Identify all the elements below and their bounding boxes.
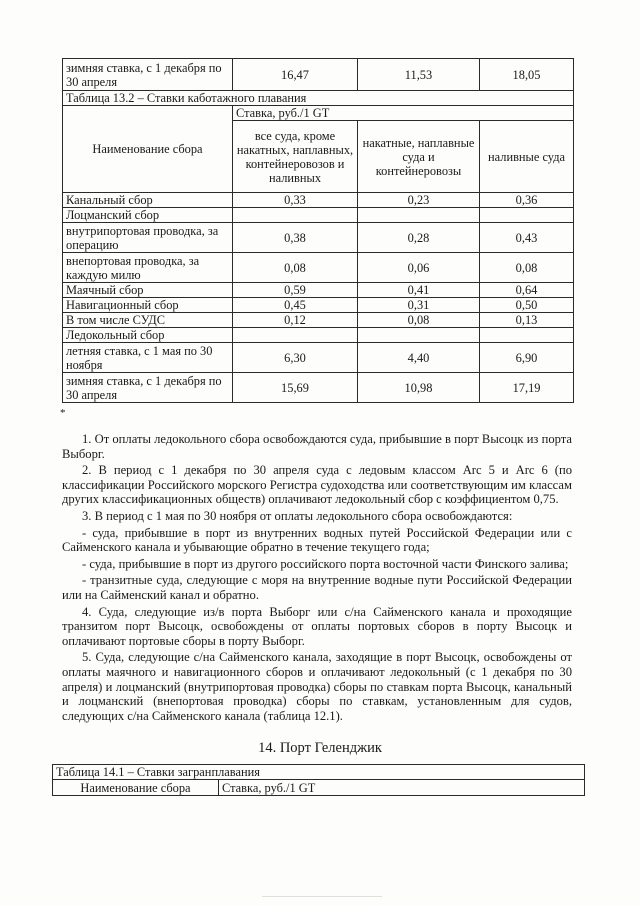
rate-cell: 17,19 (480, 373, 574, 403)
table-row (63, 343, 574, 373)
rate-cell: 0,06 (358, 253, 480, 283)
rate-cell (480, 208, 574, 223)
column-header-tankers: наливные суда (480, 121, 574, 193)
column-header-roro: накатные, наплавные суда и контейнеровозы (358, 121, 480, 193)
rate-cell: 6,30 (233, 343, 358, 373)
header-row (53, 780, 585, 796)
table-row (63, 59, 574, 91)
rate-cell: 0,33 (233, 193, 358, 208)
rate-cell: 4,40 (358, 343, 480, 373)
header-row (63, 106, 574, 121)
rate-cell: 11,53 (358, 59, 480, 91)
row-label: летняя ставка, с 1 мая по 30 ноября (63, 343, 233, 373)
row-label: В том числе СУДС (63, 313, 233, 328)
rate-cell: 0,08 (358, 313, 480, 328)
row-label: Навигационный сбор (63, 298, 233, 313)
table-row (63, 328, 574, 343)
table-row (63, 208, 574, 223)
rate-cell: 0,41 (358, 283, 480, 298)
rate-cell: 0,50 (480, 298, 574, 313)
rate-cell (358, 328, 480, 343)
note-paragraph: 2. В период с 1 декабря по 30 апреля суда с ледовым классом Arc 5 и Arc 6 (по классификации Российского морского Регистра судоходства или соответствующим им классам других классификационных обществ) оплачивают ледокольный сбор с коэффициентом 0,75. (62, 463, 572, 507)
rate-cell (233, 208, 358, 223)
table-row (63, 283, 574, 298)
table-title: Таблица 13.2 – Ставки каботажного плавания (63, 91, 574, 106)
footnote-marker: * (60, 407, 66, 419)
rate-cell: 0,36 (480, 193, 574, 208)
note-paragraph: - суда, прибывшие в порт из внутренних водных путей Российской Федерации или с Сайменского канала и убывающие обратно в течение текущего года; (62, 525, 572, 555)
table-title-row (63, 91, 574, 106)
rate-cell: 0,08 (480, 253, 574, 283)
table-row (63, 193, 574, 208)
table-row (63, 223, 574, 253)
row-label: внутрипортовая проводка, за операцию (63, 223, 233, 253)
column-header-rate: Ставка, руб./1 GT (219, 780, 585, 796)
section-heading: 14. Порт Геленджик (258, 740, 382, 756)
rate-cell: 0,13 (480, 313, 574, 328)
rate-cell: 0,45 (233, 298, 358, 313)
rate-cell: 0,12 (233, 313, 358, 328)
page-edge-mark (262, 896, 382, 897)
rate-cell: 0,43 (480, 223, 574, 253)
row-label: Канальный сбор (63, 193, 233, 208)
row-label: зимняя ставка, с 1 декабря по 30 апреля (63, 59, 233, 91)
rate-cell: 0,31 (358, 298, 480, 313)
table-row (63, 298, 574, 313)
row-label: Ледокольный сбор (63, 328, 233, 343)
column-header-all-vessels: все суда, кроме накатных, наплавных, контейнеровозов и наливных (233, 121, 358, 193)
rate-cell (358, 208, 480, 223)
rate-cell: 10,98 (358, 373, 480, 403)
rate-cell: 15,69 (233, 373, 358, 403)
table-14-1 (52, 764, 585, 796)
notes-section (62, 432, 572, 725)
row-label: зимняя ставка, с 1 декабря по 30 апреля (63, 373, 233, 403)
rate-cell: 6,90 (480, 343, 574, 373)
table-row (63, 373, 574, 403)
rate-cell: 0,38 (233, 223, 358, 253)
rate-cell: 18,05 (480, 59, 574, 91)
rate-cell: 0,08 (233, 253, 358, 283)
table-row (63, 253, 574, 283)
rate-cell (480, 328, 574, 343)
note-paragraph: - транзитные суда, следующие с моря на внутренние водные пути Российской Федерации или на Сайменский канал и обратно. (62, 573, 572, 602)
table-title: Таблица 14.1 – Ставки загранплавания (53, 765, 585, 780)
rate-cell: 0,64 (480, 283, 574, 298)
column-header-name: Наименование сбора (63, 106, 233, 193)
note-paragraph: - суда, прибывшие в порт из другого российского порта восточной части Финского залива; (82, 556, 569, 571)
note-paragraph: 1. От оплаты ледокольного сбора освобождаются суда, прибывшие в порт Высоцк из порта Выборг. (62, 432, 572, 461)
column-header-rate: Ставка, руб./1 GT (233, 106, 574, 121)
table-13-2 (62, 90, 574, 403)
rate-cell: 0,23 (358, 193, 480, 208)
rate-cell: 0,59 (233, 283, 358, 298)
note-paragraph: 3. В период с 1 мая по 30 ноября от оплаты ледокольного сбора освобождаются: (82, 508, 513, 523)
table-title-row (53, 765, 585, 780)
row-label: Лоцманский сбор (63, 208, 233, 223)
rate-cell: 16,47 (233, 59, 358, 91)
row-label: внепортовая проводка, за каждую милю (63, 253, 233, 283)
row-label: Маячный сбор (63, 283, 233, 298)
rate-cell (233, 328, 358, 343)
previous-table-continuation (62, 58, 574, 91)
note-paragraph: 5. Суда, следующие с/на Сайменского канала, заходящие в порт Высоцк, освобождены от оплаты маячного и навигационного сборов и оплачивают ледокольный (с 1 декабря по 30 апреля) и лоцманский (внутрипортовая проводка) сборы по ставкам порта Высоцк, канальный и лоцманский (внепортовая проводка) сборы по ставкам, установленным для судов, следующих с/на Сайменского канала (таблица 12.1). (62, 650, 572, 723)
note-paragraph: 4. Суда, следующие из/в порта Выборг или с/на Сайменского канала и проходящие транзитом порт Высоцк, освобождены от оплаты портовых сборов в порту Высоцк и оплачивают портовые сборы в порту Выборг. (62, 604, 572, 648)
rate-cell: 0,28 (358, 223, 480, 253)
table-row (63, 313, 574, 328)
column-header-name: Наименование сбора (53, 780, 219, 796)
